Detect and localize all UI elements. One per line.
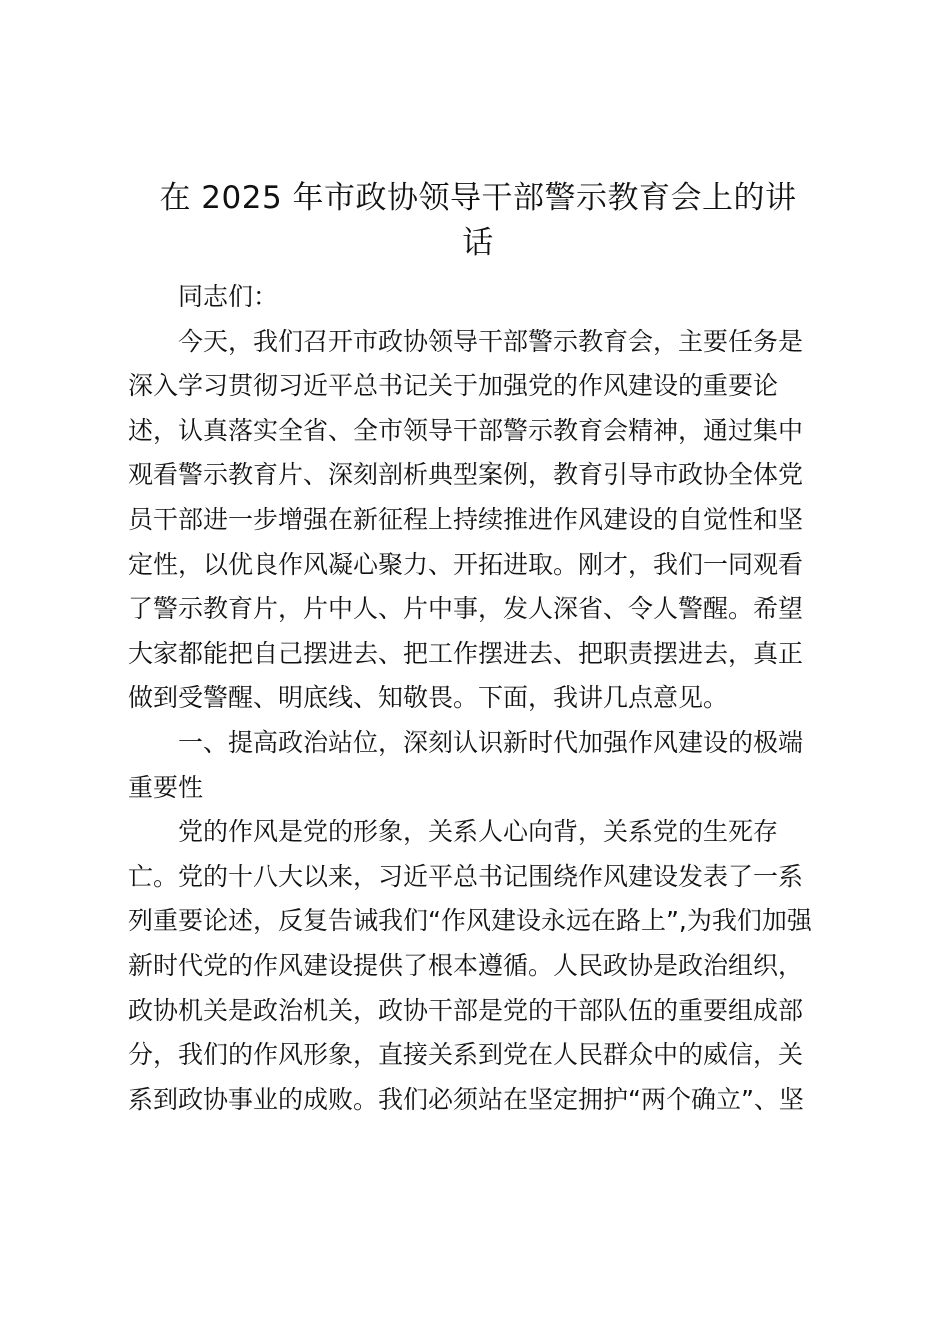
text-line: 分，我们的作风形象，直接关系到党在人民群众中的威信，关 [128, 1040, 804, 1070]
title-line: 在 2025 年市政协领导干部警示教育会上的讲 [159, 180, 797, 216]
text-line: 亡。党的十八大以来，习近平总书记围绕作风建设发表了一系 [128, 861, 804, 891]
text-line: 新时代党的作风建设提供了根本遵循。人民政协是政治组织， [128, 950, 804, 980]
title-line: 话 [462, 224, 494, 261]
text-line: 列重要论述，反复告诫我们“作风建设永远在路上”,为我们加强 [128, 906, 812, 936]
paragraph-section-1 [128, 810, 828, 1122]
text-line: 政协机关是政治机关，政协干部是党的干部队伍的重要组成部 [128, 995, 804, 1025]
text-line: 系到政协事业的成败。我们必须站在坚定拥护“两个确立”、坚 [128, 1084, 804, 1114]
heading-line: 重要性 [128, 772, 204, 802]
text-line: 深入学习贯彻习近平总书记关于加强党的作风建设的重要论 [128, 371, 779, 401]
text-line: 大家都能把自己摆进去、把工作摆进去、把职责摆进去，真正 [128, 638, 804, 668]
paragraph-intro [128, 320, 828, 721]
document-body [128, 275, 828, 1122]
text-line: 做到受警醒、明底线、知敬畏。下面，我讲几点意见。 [128, 683, 729, 713]
document-title [128, 173, 828, 262]
text-line: 述，认真落实全省、全市领导干部警示教育会精神，通过集中 [128, 415, 804, 445]
text-line: 党的作风是党的形象，关系人心向背，关系党的生死存 [178, 817, 779, 847]
text-line: 了警示教育片，片中人、片中事，发人深省、令人警醒。希望 [128, 594, 804, 624]
text-line: 定性，以优良作风凝心聚力、开拓进取。刚才，我们一同观看 [128, 549, 804, 579]
text-line: 今天，我们召开市政协领导干部警示教育会，主要任务是 [178, 326, 804, 356]
heading-line: 一、提高政治站位，深刻认识新时代加强作风建设的极端 [178, 727, 804, 757]
text-line: 观看警示教育片、深刻剖析典型案例，教育引导市政协全体党 [128, 460, 804, 490]
salutation: 同志们： [178, 282, 279, 311]
section-heading-1 [128, 721, 828, 810]
text-line: 员干部进一步增强在新征程上持续推进作风建设的自觉性和坚 [128, 504, 804, 534]
